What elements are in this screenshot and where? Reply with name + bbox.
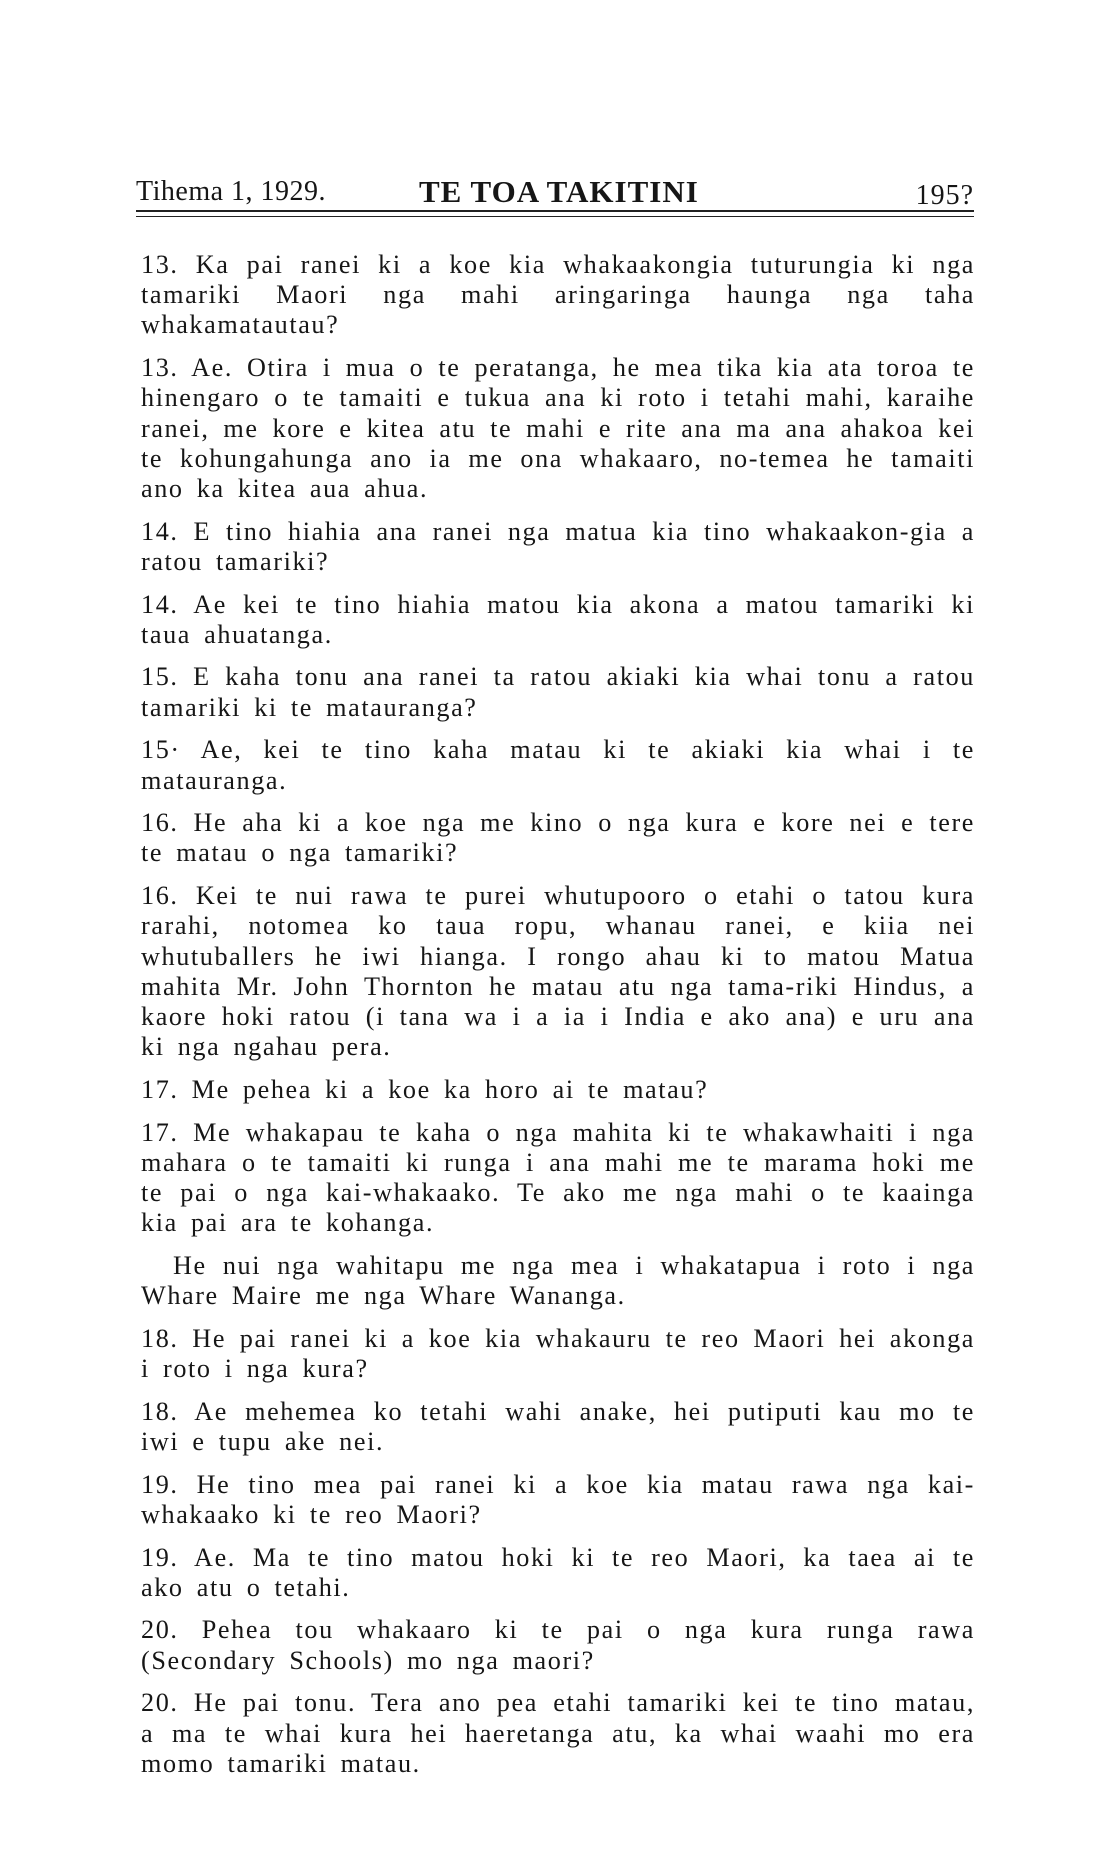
paragraph-indented: He nui nga wahitapu me nga mea i whakatapua i roto i nga Whare Maire me nga Whare Wananga. [141, 1250, 975, 1311]
page-number: 195? [915, 180, 974, 211]
paragraph: 18. Ae mehemea ko tetahi wahi anake, hei putiputi kau mo te iwi e tupu ake nei. [141, 1396, 975, 1456]
header-date: Tihema 1, 1929. [136, 176, 327, 207]
paragraph: 14. E tino hiahia ana ranei nga matua kia tino whakaakon-gia a ratou tamariki? [141, 516, 975, 576]
paragraph: 16. Kei te nui rawa te purei whutupooro o etahi o tatou kura rarahi, notomea ko taua ropu, whanau ranei, e kiia nei whutuballers he iwi hianga. I rongo ahau ki to matou Matua mahita Mr. John Thornton he matau atu nga tama-riki Hindus, a kaore hoki ratou (i tana wa i a ia i India e ako ana) e uru ana ki nga ngahau pera. [141, 881, 975, 1062]
header-rule-thin [136, 216, 974, 217]
article-body [141, 250, 975, 1791]
paragraph: 17. Me pehea ki a koe ka horo ai te matau? [141, 1074, 709, 1104]
paragraph: 15· Ae, kei te tino kaha matau ki te akiaki kia whai i te matauranga. [141, 735, 975, 795]
running-header [136, 172, 974, 212]
paragraph: 18. He pai ranei ki a koe kia whakauru te reo Maori hei akonga i roto i nga kura? [141, 1323, 975, 1383]
paragraph: 16. He aha ki a koe nga me kino o nga kura e kore nei e tere te matau o nga tamariki? [141, 808, 975, 868]
paragraph: 20. He pai tonu. Tera ano pea etahi tamariki kei te tino matau, a ma te whai kura hei haeretanga atu, ka whai waahi mo era momo tamariki matau. [141, 1688, 975, 1778]
publication-title: TE TOA TAKITINI [419, 174, 699, 209]
paragraph: 13. Ka pai ranei ki a koe kia whakaakongia tuturungia ki nga tamariki Maori nga mahi aringaringa haunga nga taha whakamatautau? [141, 250, 975, 340]
header-rule [136, 210, 974, 212]
paragraph: 20. Pehea tou whakaaro ki te pai o nga kura runga rawa (Secondary Schools) mo nga maori? [141, 1615, 975, 1675]
paragraph: 15. E kaha tonu ana ranei ta ratou akiaki kia whai tonu a ratou tamariki ki te matauranga? [141, 662, 975, 722]
paragraph: 13. Ae. Otira i mua o te peratanga, he mea tika kia ata toroa te hinengaro o te tamaiti e tukua ana ki roto i tetahi mahi, karaihe ranei, me kore e kitea atu te mahi e rite ana ma ana ahakoa kei te kohungahunga ano ia me ona whakaaro, no-temea he tamaiti ano ka kitea aua ahua. [141, 353, 975, 503]
paragraph: 19. Ae. Ma te tino matou hoki ki te reo Maori, ka taea ai te ako atu o tetahi. [141, 1542, 975, 1602]
paragraph: 14. Ae kei te tino hiahia matou kia akona a matou tamariki ki taua ahuatanga. [141, 589, 975, 649]
paragraph: 19. He tino mea pai ranei ki a koe kia matau rawa nga kai-whakaako ki te reo Maori? [141, 1469, 975, 1529]
paragraph: 17. Me whakapau te kaha o nga mahita ki te whakawhaiti i nga mahara o te tamaiti ki runga i ana mahi me te marama hoki me te pai o nga kai-whakaako. Te ako me nga mahi o te kaainga kia pai ara te kohanga. [141, 1117, 975, 1238]
